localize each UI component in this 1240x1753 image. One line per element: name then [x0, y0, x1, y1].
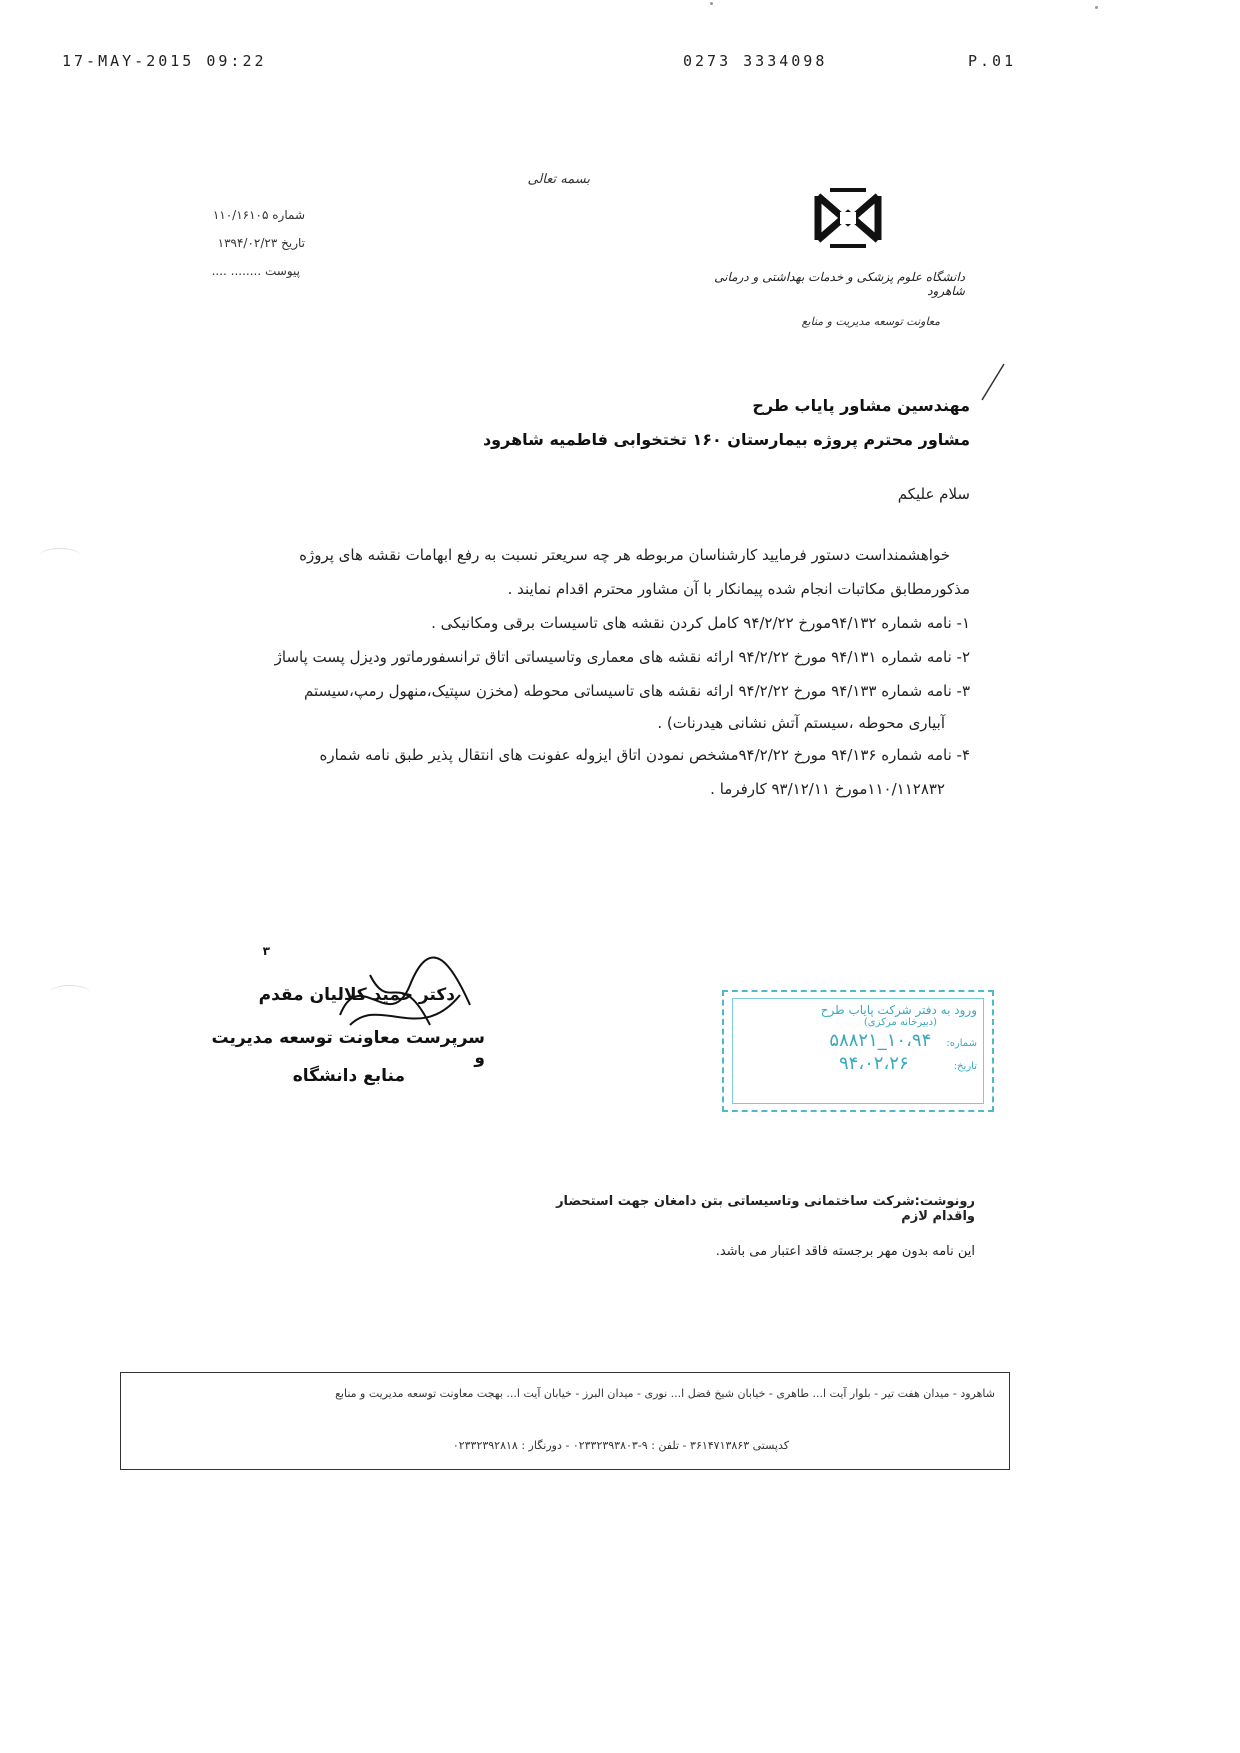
letter-number — [160, 208, 305, 222]
letter-attachment-value: ........ .... — [211, 264, 262, 278]
letter-attachment — [160, 264, 300, 278]
receipt-stamp — [722, 990, 994, 1112]
footer-address: شاهرود - میدان هفت تیر - بلوار آیت ا... طاهری - خیابان شیخ فضل ا... نوری - میدان البرز - خیابان آیت ا... بهجت معاونت توسعه مدیریت و منابع — [335, 1387, 995, 1400]
list-item: ۴- نامه شماره ۹۴/۱۳۶ مورخ ۹۴/۲/۲۲مشخص نمودن اتاق ایزوله عفونت های انتقال پذیر طبق نامه شماره — [319, 746, 970, 764]
scan-hole-mark — [40, 548, 80, 563]
scan-speck — [710, 2, 713, 5]
list-item-continuation: ۱۱۰/۱۱۲۸۳۲مورخ ۹۳/۱۲/۱۱ کارفرما . — [710, 780, 945, 798]
department-name: معاونت توسعه مدیریت و منابع — [801, 315, 940, 328]
signatory-name: دکتر حمید کلالیان مقدم — [258, 985, 455, 1005]
fax-datetime: 17-MAY-2015 09:22 — [62, 52, 267, 70]
list-item: ۳- نامه شماره ۹۴/۱۳۳ مورخ ۹۴/۲/۲۲ ارائه نقشه های تاسیساتی محوطه (مخزن سپتیک،منهول رمپ،سیستم — [304, 682, 970, 700]
margin-checkmark-icon — [978, 362, 1008, 402]
recipient-line2: مشاور محترم پروژه بیمارستان ۱۶۰ تختخوابی فاطمیه شاهرود — [482, 430, 970, 449]
stamp-number-label: شماره: — [946, 1038, 977, 1049]
letter-attachment-label: پیوست — [265, 264, 300, 278]
letter-number-label: شماره — [272, 208, 305, 222]
greeting: سلام علیکم — [897, 485, 970, 503]
footer-contact: کدپستی ۳۶۱۴۷۱۳۸۶۳ - تلفن : ۹-۰۲۳۳۲۳۹۳۸۰۳ - دورنگار : ۰۲۳۳۲۳۹۲۸۱۸ — [452, 1439, 789, 1452]
body-line1: خواهشمنداست دستور فرمایید کارشناسان مربوطه هر چه سریعتر نسبت به رفع ابهامات نقشه های پروژه — [299, 546, 950, 564]
letter-number-value: ۱۱۰/۱۶۱۰۵ — [212, 208, 269, 222]
stamp-date-label: تاریخ: — [953, 1061, 977, 1072]
cc-line: رونوشت:شرکت ساختمانی وتاسیساتی بتن دامغان جهت استحضار واقدام لازم — [556, 1194, 975, 1224]
validity-note: این نامه بدون مهر برجسته فاقد اعتبار می باشد. — [715, 1244, 975, 1259]
body-line2: مذکورمطابق مکاتبات انجام شده پیمانکار با آن مشاور محترم اقدام نمایند . — [507, 580, 970, 598]
stamp-date-value: ۹۴،۰۲،۲۶ — [838, 1053, 909, 1074]
list-item-continuation: آبیاری محوطه ،سیستم آتش نشانی هیدرنات) . — [657, 714, 945, 732]
scan-speck — [1095, 6, 1098, 9]
letter-date-value: ۱۳۹۴/۰۲/۲۳ — [217, 236, 278, 250]
fax-number: 0273 3334098 — [683, 52, 828, 70]
recipient-line1: مهندسین مشاور پایاب طرح — [752, 396, 970, 415]
letter-date-label: تاریخ — [281, 236, 305, 250]
stamp-line1: ورود به دفتر شرکت پایاب طرح — [820, 1003, 977, 1017]
fax-page: P.01 — [968, 52, 1017, 70]
list-item: ۲- نامه شماره ۹۴/۱۳۱ مورخ ۹۴/۲/۲۲ ارائه نقشه های معماری وتاسیساتی اتاق ترانسفورماتور ودیزل پست پاساژ — [274, 648, 970, 666]
signatory-title-continued: منابع دانشگاه — [292, 1066, 405, 1086]
university-name: دانشگاه علوم پزشکی و خدمات بهداشتی و درمانی شاهرود — [714, 270, 965, 298]
invocation: بسمه تعالی — [527, 172, 590, 187]
list-item: ۱- نامه شماره ۹۴/۱۳۲مورخ ۹۴/۲/۲۲ کامل کردن نقشه های تاسیسات برقی ومکانیکی . — [431, 614, 970, 632]
signature-mark: ۳ — [262, 944, 270, 958]
stamp-number-value: ۱۰،۹۴_۵۸۸۲۱ — [829, 1030, 932, 1051]
signatory-title: سرپرست معاونت توسعه مدیریت و — [211, 1028, 485, 1068]
university-logo-icon — [810, 182, 886, 254]
scan-hole-mark — [50, 985, 90, 1000]
footer-address-box — [120, 1372, 1010, 1470]
stamp-line2: (دبیرخانه مرکزی) — [863, 1017, 937, 1028]
letter-date — [160, 236, 305, 250]
